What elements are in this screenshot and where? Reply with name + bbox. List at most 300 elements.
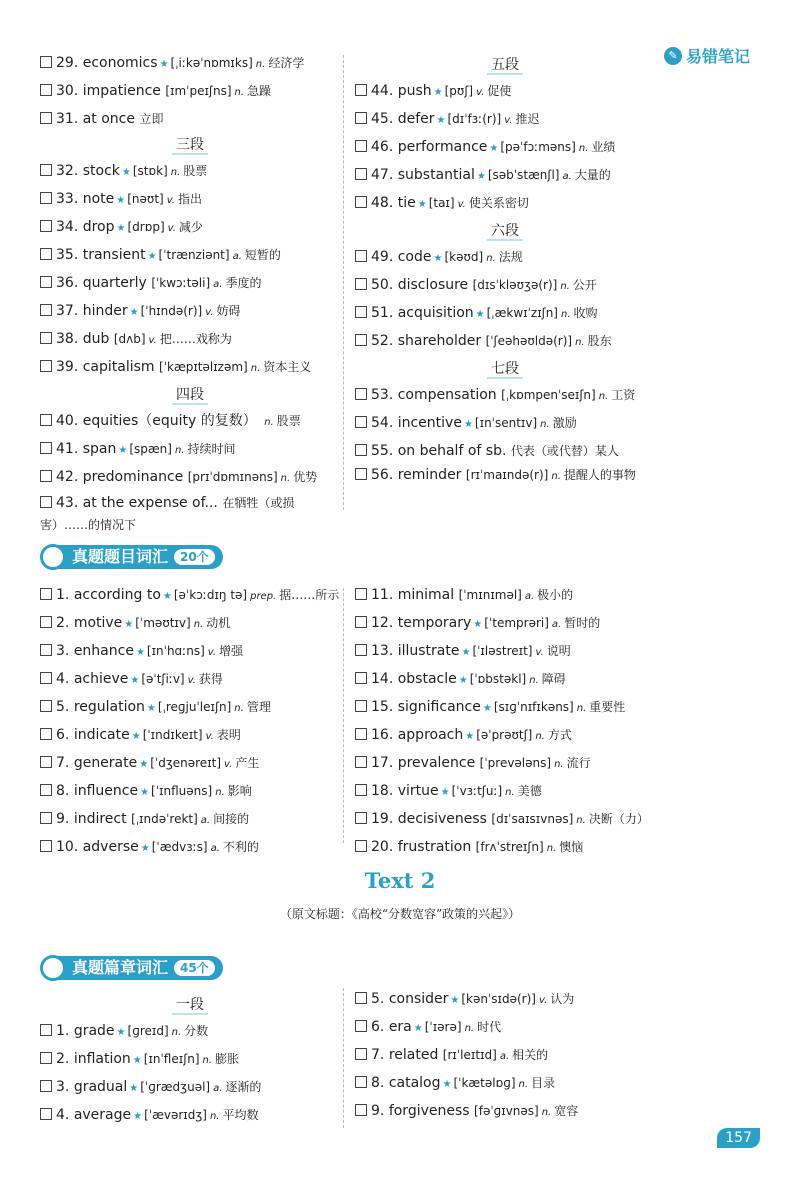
entry-word: influence bbox=[73, 783, 139, 799]
checkbox[interactable] bbox=[355, 278, 367, 290]
checkbox[interactable] bbox=[40, 56, 52, 68]
checkbox[interactable] bbox=[355, 388, 367, 400]
star-icon: ★ bbox=[129, 307, 139, 318]
entry-phonetic: [ˈædvɜːs] bbox=[151, 840, 208, 854]
entry-pos: n. bbox=[234, 87, 245, 98]
top-right-column bbox=[355, 52, 655, 488]
entry-phonetic: [ɪnˈfleɪʃn] bbox=[143, 1052, 200, 1066]
entry-phonetic: [ɪnˈsentɪv] bbox=[474, 416, 538, 430]
vocab-entry bbox=[355, 1070, 655, 1098]
paragraph-heading-label: 四段 bbox=[172, 387, 208, 405]
checkbox[interactable] bbox=[355, 588, 367, 600]
star-icon: ★ bbox=[473, 619, 483, 630]
checkbox[interactable] bbox=[40, 588, 52, 600]
checkbox[interactable] bbox=[40, 220, 52, 232]
entry-number: 38. bbox=[56, 331, 79, 347]
paragraph-heading bbox=[355, 356, 655, 382]
vocab-entry bbox=[355, 410, 655, 438]
entry-pos: n. bbox=[280, 473, 291, 484]
entry-meaning: 时代 bbox=[477, 1020, 502, 1034]
entry-number: 7. bbox=[56, 755, 70, 771]
entry-word: related bbox=[388, 1047, 439, 1063]
entry-pos: n. bbox=[540, 419, 550, 430]
entry-pos: v. bbox=[457, 199, 466, 210]
entry-number: 32. bbox=[56, 163, 79, 179]
paragraph-heading-label: 一段 bbox=[172, 997, 208, 1015]
checkbox[interactable] bbox=[40, 728, 52, 740]
entry-phonetic: [ˈɪərə] bbox=[424, 1020, 462, 1034]
entry-phonetic: [ˈkwɔːtəli] bbox=[151, 276, 211, 290]
paragraph-heading-label: 六段 bbox=[487, 223, 523, 241]
vocab-entry bbox=[40, 326, 340, 354]
entry-phonetic: [ˈprevələns] bbox=[479, 756, 552, 770]
checkbox[interactable] bbox=[355, 334, 367, 346]
checkbox[interactable] bbox=[355, 250, 367, 262]
entry-meaning: 指出 bbox=[177, 192, 202, 206]
column-divider bbox=[343, 588, 344, 843]
vocab-entry bbox=[355, 1098, 655, 1126]
entry-meaning: 平均数 bbox=[222, 1108, 259, 1122]
entry-number: 37. bbox=[56, 303, 79, 319]
page-number: 157 bbox=[717, 1128, 760, 1148]
entry-number: 48. bbox=[371, 195, 394, 211]
entry-phonetic: [taɪ] bbox=[428, 196, 455, 210]
entry-meaning: 股票 bbox=[183, 164, 208, 178]
entry-pos: v. bbox=[207, 647, 217, 658]
entry-pos: n. bbox=[209, 1111, 220, 1122]
entry-meaning: 促使 bbox=[487, 84, 512, 98]
entry-meaning: 动机 bbox=[206, 616, 231, 630]
entry-pos: a. bbox=[551, 619, 562, 630]
entry-meaning: 使关系密切 bbox=[468, 196, 529, 210]
checkbox[interactable] bbox=[40, 672, 52, 684]
entry-number: 7. bbox=[371, 1047, 385, 1063]
checkbox[interactable] bbox=[40, 332, 52, 344]
star-icon: ★ bbox=[129, 1083, 139, 1094]
star-icon: ★ bbox=[116, 1027, 126, 1038]
column-divider bbox=[343, 55, 344, 510]
vocab-entry bbox=[355, 78, 655, 106]
entry-word: inflation bbox=[73, 1051, 131, 1067]
entry-meaning: 股票 bbox=[276, 414, 301, 428]
checkbox[interactable] bbox=[355, 784, 367, 796]
entry-word: quarterly bbox=[82, 275, 147, 291]
vocab-entry bbox=[355, 272, 655, 300]
checkbox[interactable] bbox=[40, 700, 52, 712]
entry-number: 8. bbox=[371, 1075, 385, 1091]
entry-word: indicate bbox=[73, 727, 130, 743]
vocab-entry bbox=[355, 162, 655, 190]
entry-pos: v. bbox=[187, 675, 196, 686]
checkbox[interactable] bbox=[355, 196, 367, 208]
checkbox[interactable] bbox=[40, 1108, 52, 1120]
entry-meaning: 暂时的 bbox=[564, 616, 601, 630]
entry-phonetic: [əˈtʃiːv] bbox=[141, 672, 185, 686]
star-icon: ★ bbox=[442, 1079, 452, 1090]
text-title: Text 2 bbox=[364, 868, 436, 893]
checkbox[interactable] bbox=[355, 1104, 367, 1116]
checkbox[interactable] bbox=[40, 84, 52, 96]
entry-word: grade bbox=[73, 1023, 115, 1039]
star-icon: ★ bbox=[465, 731, 475, 742]
vocab-entry bbox=[40, 1074, 340, 1102]
entry-meaning: 短暂的 bbox=[244, 248, 281, 262]
entry-pos: n. bbox=[505, 787, 515, 798]
entry-pos: n. bbox=[576, 815, 586, 826]
entry-number: 3. bbox=[56, 643, 70, 659]
vocab-entry bbox=[40, 750, 340, 778]
entry-meaning: 减少 bbox=[178, 220, 203, 234]
star-icon: ★ bbox=[489, 143, 499, 154]
entry-meaning: 决断（力） bbox=[588, 812, 649, 826]
entry-meaning: 业绩 bbox=[591, 140, 616, 154]
entry-number: 2. bbox=[56, 1051, 70, 1067]
entry-pos: a. bbox=[232, 251, 242, 262]
entry-pos: n. bbox=[486, 253, 496, 264]
checkbox[interactable] bbox=[355, 672, 367, 684]
entry-number: 45. bbox=[371, 111, 394, 127]
entry-meaning: 提醒人的事物 bbox=[563, 468, 636, 482]
entry-number: 4. bbox=[56, 671, 70, 687]
entry-number: 4. bbox=[56, 1107, 70, 1123]
checkbox[interactable] bbox=[355, 616, 367, 628]
checkbox[interactable] bbox=[355, 700, 367, 712]
section-banner-questions bbox=[40, 542, 223, 572]
entry-phonetic: [ˌreɡjuˈleɪʃn] bbox=[157, 700, 232, 714]
entry-phonetic: [ˈævərɪdʒ] bbox=[144, 1108, 207, 1122]
star-icon: ★ bbox=[116, 223, 126, 234]
entry-pos: a. bbox=[210, 843, 220, 854]
entry-word: temporary bbox=[397, 615, 472, 631]
entry-pos: v. bbox=[148, 335, 157, 346]
entry-number: 9. bbox=[56, 811, 70, 827]
vocab-entry bbox=[40, 214, 340, 242]
entry-phonetic: [rɪˈleɪtɪd] bbox=[442, 1048, 497, 1062]
star-icon: ★ bbox=[461, 647, 471, 658]
entry-word: on behalf of sb. bbox=[397, 443, 507, 459]
checkbox[interactable] bbox=[355, 1076, 367, 1088]
vocab-entry bbox=[40, 1018, 340, 1046]
magnifier-icon bbox=[40, 955, 66, 981]
star-icon: ★ bbox=[124, 619, 134, 630]
entry-word: catalog bbox=[388, 1075, 441, 1091]
entry-pos: n. bbox=[541, 1107, 552, 1118]
entry-meaning: 宽容 bbox=[554, 1104, 579, 1118]
star-icon: ★ bbox=[413, 1023, 423, 1034]
entry-pos: v. bbox=[504, 115, 513, 126]
entry-phonetic: [ˈkæpɪtəlɪzəm] bbox=[159, 360, 248, 374]
entry-pos: a. bbox=[524, 591, 535, 602]
entry-number: 50. bbox=[371, 277, 394, 293]
checkbox[interactable] bbox=[40, 442, 52, 454]
entry-number: 5. bbox=[371, 991, 385, 1007]
entry-pos: n. bbox=[551, 471, 561, 482]
checkbox[interactable] bbox=[40, 276, 52, 288]
checkbox[interactable] bbox=[40, 784, 52, 796]
checkbox[interactable] bbox=[355, 756, 367, 768]
entry-meaning: 流行 bbox=[566, 756, 591, 770]
passage-left-column bbox=[40, 992, 340, 1130]
vocab-entry bbox=[40, 806, 340, 834]
checkbox[interactable] bbox=[40, 414, 52, 426]
vocab-entry bbox=[40, 1046, 340, 1074]
star-icon: ★ bbox=[140, 843, 150, 854]
entry-word: motive bbox=[73, 615, 123, 631]
entry-phonetic: [ˈtrænziənt] bbox=[158, 248, 230, 262]
section-title: 真题篇章词汇 bbox=[72, 958, 169, 977]
entry-meaning: 急躁 bbox=[247, 84, 272, 98]
entry-meaning: 方式 bbox=[547, 728, 572, 742]
star-icon: ★ bbox=[131, 731, 141, 742]
entry-pos: n. bbox=[598, 391, 609, 402]
entry-word: impatience bbox=[82, 83, 161, 99]
entry-number: 56. bbox=[371, 467, 394, 483]
checkbox[interactable] bbox=[40, 840, 52, 852]
entry-number: 34. bbox=[56, 219, 79, 235]
word-count-badge: 45个 bbox=[174, 960, 215, 976]
entry-meaning: 代表（或代替）某人 bbox=[510, 444, 619, 458]
entry-pos: n. bbox=[560, 281, 570, 292]
entry-number: 40. bbox=[56, 413, 79, 429]
vocab-entry bbox=[40, 834, 340, 862]
entry-meaning: 目录 bbox=[531, 1076, 556, 1090]
checkbox[interactable] bbox=[40, 616, 52, 628]
vocab-entry bbox=[40, 492, 340, 536]
vocab-entry bbox=[355, 778, 655, 806]
entry-word: frustration bbox=[397, 839, 472, 855]
entry-word: significance bbox=[397, 699, 481, 715]
paragraph-heading-label: 三段 bbox=[172, 137, 208, 155]
entry-word: span bbox=[82, 441, 117, 457]
paragraph-heading bbox=[355, 218, 655, 244]
checkbox[interactable] bbox=[40, 756, 52, 768]
entry-word: push bbox=[397, 83, 432, 99]
entry-pos: a. bbox=[213, 279, 223, 290]
star-icon: ★ bbox=[417, 199, 427, 210]
entry-pos: n. bbox=[529, 675, 539, 686]
entry-phonetic: [ˈʃeəhəʊldə(r)] bbox=[485, 334, 573, 348]
checkbox[interactable] bbox=[355, 112, 367, 124]
vocab-entry bbox=[355, 438, 655, 464]
entry-phonetic: [ˈmɪnɪməl] bbox=[458, 588, 522, 602]
entry-word: generate bbox=[73, 755, 138, 771]
entry-word: predominance bbox=[82, 469, 184, 485]
entry-number: 14. bbox=[371, 671, 394, 687]
checkbox[interactable] bbox=[355, 728, 367, 740]
entry-word: substantial bbox=[397, 167, 475, 183]
word-count-badge: 20个 bbox=[174, 549, 215, 565]
vocab-entry bbox=[40, 436, 340, 464]
entry-pos: v. bbox=[167, 223, 176, 234]
checkbox[interactable] bbox=[40, 192, 52, 204]
vocab-entry bbox=[355, 328, 655, 356]
checkbox[interactable] bbox=[355, 444, 367, 456]
entry-number: 3. bbox=[56, 1079, 70, 1095]
checkbox[interactable] bbox=[40, 164, 52, 176]
checkbox[interactable] bbox=[355, 168, 367, 180]
vocab-entry bbox=[355, 1042, 655, 1070]
star-icon: ★ bbox=[116, 195, 126, 206]
entry-word: indirect bbox=[73, 811, 127, 827]
entry-meaning: 认为 bbox=[550, 992, 575, 1006]
entry-word: reminder bbox=[397, 467, 462, 483]
vocab-entry bbox=[40, 50, 340, 78]
entry-meaning: 收购 bbox=[573, 306, 598, 320]
star-icon: ★ bbox=[139, 759, 149, 770]
checkbox[interactable] bbox=[40, 644, 52, 656]
entry-meaning: 经济学 bbox=[268, 56, 305, 70]
entry-number: 1. bbox=[56, 1023, 70, 1039]
entry-meaning: 推迟 bbox=[515, 112, 540, 126]
entry-phonetic: [ˈɪndɪkeɪt] bbox=[142, 728, 203, 742]
entry-phonetic: [ˈhɪndə(r)] bbox=[140, 304, 203, 318]
entry-meaning: 资本主义 bbox=[263, 360, 312, 374]
entry-phonetic: [ˈvɜːtʃuː] bbox=[451, 784, 503, 798]
entry-word: enhance bbox=[73, 643, 134, 659]
checkbox[interactable] bbox=[355, 840, 367, 852]
entry-word: regulation bbox=[73, 699, 145, 715]
entry-meaning: 间接的 bbox=[213, 812, 250, 826]
entry-word: at the expense of... bbox=[82, 495, 218, 511]
entry-phonetic: [ˈməʊtɪv] bbox=[135, 616, 191, 630]
entry-meaning: 膨胀 bbox=[215, 1052, 240, 1066]
star-icon: ★ bbox=[458, 675, 468, 686]
entry-phonetic: [ˈɡrædʒuəl] bbox=[140, 1080, 211, 1094]
entry-phonetic: [ˌækwɪˈzɪʃn] bbox=[486, 306, 558, 320]
star-icon: ★ bbox=[463, 419, 473, 430]
star-icon: ★ bbox=[121, 167, 131, 178]
entry-number: 49. bbox=[371, 249, 394, 265]
entry-pos: n. bbox=[171, 1027, 182, 1038]
checkbox[interactable] bbox=[355, 306, 367, 318]
checkbox[interactable] bbox=[355, 84, 367, 96]
entry-word: code bbox=[397, 249, 432, 265]
column-divider bbox=[343, 988, 344, 1128]
star-icon: ★ bbox=[475, 309, 485, 320]
entry-meaning: 据……所示 bbox=[279, 588, 340, 602]
checkbox[interactable] bbox=[355, 644, 367, 656]
checkbox[interactable] bbox=[355, 992, 367, 1004]
star-icon: ★ bbox=[450, 995, 460, 1006]
entry-phonetic: [ˈkætəlɒɡ] bbox=[453, 1076, 516, 1090]
star-icon: ★ bbox=[147, 251, 157, 262]
checkbox[interactable] bbox=[40, 812, 52, 824]
entry-number: 20. bbox=[371, 839, 394, 855]
entry-word: incentive bbox=[397, 415, 462, 431]
entry-pos: n. bbox=[518, 1079, 529, 1090]
vocab-entry bbox=[40, 638, 340, 666]
section-banner-passage bbox=[40, 953, 223, 983]
checkbox[interactable] bbox=[355, 812, 367, 824]
star-icon: ★ bbox=[132, 1055, 142, 1066]
entry-number: 5. bbox=[56, 699, 70, 715]
entry-pos: n. bbox=[546, 843, 557, 854]
entry-pos: n. bbox=[554, 759, 564, 770]
checkbox[interactable] bbox=[355, 468, 367, 480]
entry-meaning: 美德 bbox=[517, 784, 542, 798]
entry-number: 15. bbox=[371, 699, 394, 715]
entry-pos: v. bbox=[224, 759, 233, 770]
vocab-entry bbox=[355, 244, 655, 272]
checkbox[interactable] bbox=[40, 360, 52, 372]
checkbox[interactable] bbox=[40, 496, 52, 508]
entry-number: 29. bbox=[56, 55, 79, 71]
star-icon: ★ bbox=[135, 647, 145, 658]
star-icon: ★ bbox=[440, 787, 450, 798]
vocab-entry bbox=[355, 382, 655, 410]
entry-meaning: 公开 bbox=[572, 278, 597, 292]
entry-pos: n. bbox=[578, 143, 589, 154]
vocab-entry bbox=[40, 582, 340, 610]
checkbox[interactable] bbox=[355, 140, 367, 152]
entry-phonetic: [nəʊt] bbox=[127, 192, 164, 206]
entry-pos: n. bbox=[174, 445, 185, 456]
entry-phonetic: [ɪnˈhɑːns] bbox=[146, 644, 205, 658]
vocab-entry bbox=[40, 106, 340, 132]
entry-word: virtue bbox=[397, 783, 439, 799]
checkbox[interactable] bbox=[40, 1080, 52, 1092]
entry-phonetic: [pəˈfɔːməns] bbox=[500, 140, 576, 154]
entry-meaning: 表明 bbox=[216, 728, 241, 742]
entry-word: obstacle bbox=[397, 671, 457, 687]
checkbox[interactable] bbox=[40, 248, 52, 260]
entry-pos: v. bbox=[166, 195, 175, 206]
star-icon: ★ bbox=[118, 445, 128, 456]
entry-word: acquisition bbox=[397, 305, 474, 321]
star-icon: ★ bbox=[433, 87, 443, 98]
paragraph-heading bbox=[40, 382, 340, 408]
checkbox[interactable] bbox=[355, 1048, 367, 1060]
entry-meaning: 增强 bbox=[219, 644, 244, 658]
checkbox[interactable] bbox=[40, 304, 52, 316]
entry-phonetic: [fəˈɡɪvnəs] bbox=[474, 1104, 539, 1118]
entry-number: 2. bbox=[56, 615, 70, 631]
entry-meaning: 优势 bbox=[293, 470, 318, 484]
checkbox[interactable] bbox=[40, 470, 52, 482]
vocab-entry bbox=[355, 834, 655, 862]
entry-phonetic: [kəʊd] bbox=[444, 250, 484, 264]
checkbox[interactable] bbox=[355, 416, 367, 428]
entry-phonetic: [ˈdʒenəreɪt] bbox=[150, 756, 222, 770]
paragraph-heading bbox=[40, 132, 340, 158]
checkbox[interactable] bbox=[40, 1024, 52, 1036]
checkbox[interactable] bbox=[40, 1052, 52, 1064]
checkbox[interactable] bbox=[40, 112, 52, 124]
entry-number: 44. bbox=[371, 83, 394, 99]
vocab-entry bbox=[40, 78, 340, 106]
entry-word: minimal bbox=[397, 587, 455, 603]
vocab-entry bbox=[355, 106, 655, 134]
entry-number: 11. bbox=[371, 587, 394, 603]
entry-phonetic: [ˌɪndəˈrekt] bbox=[131, 812, 198, 826]
entry-phonetic: [ˈtemprəri] bbox=[484, 616, 549, 630]
entry-number: 16. bbox=[371, 727, 394, 743]
entry-pos: n. bbox=[575, 337, 585, 348]
entry-phonetic: [əˈprəʊtʃ] bbox=[476, 728, 533, 742]
vocab-entry bbox=[40, 464, 340, 492]
paragraph-heading bbox=[355, 52, 655, 78]
entry-pos: n. bbox=[215, 787, 225, 798]
entry-word: shareholder bbox=[397, 333, 482, 349]
entry-number: 1. bbox=[56, 587, 70, 603]
questions-left-column bbox=[40, 582, 340, 862]
magnifier-icon bbox=[40, 544, 66, 570]
entry-pos: prep. bbox=[250, 591, 277, 602]
vocab-entry bbox=[355, 190, 655, 218]
vocab-entry bbox=[355, 464, 655, 488]
entry-word: according to bbox=[73, 587, 161, 603]
checkbox[interactable] bbox=[355, 1020, 367, 1032]
